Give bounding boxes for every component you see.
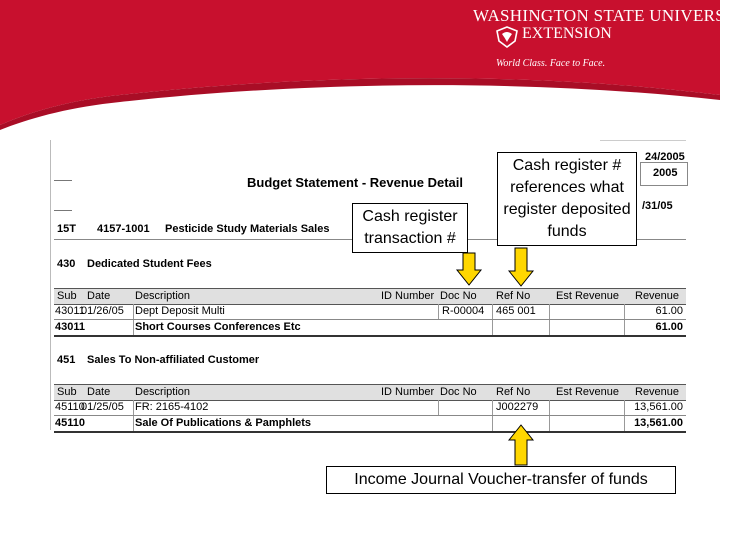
column-header-est-revenue: Est Revenue xyxy=(556,386,619,398)
report-date-1: 24/2005 xyxy=(645,151,685,163)
university-wordmark: WASHINGTON STATE UNIVERSITY xyxy=(473,6,754,25)
cell-revenue: 61.00 xyxy=(655,305,683,317)
column-header-revenue: Revenue xyxy=(635,290,680,302)
summary-revenue: 61.00 xyxy=(655,321,683,333)
account-name: Pesticide Study Materials Sales xyxy=(165,223,330,235)
table-header-row xyxy=(54,384,686,401)
column-header-ref-no: Ref No xyxy=(496,290,531,302)
summary-description: Sale Of Publications & Pamphlets xyxy=(135,417,312,429)
account-code: 15T xyxy=(57,223,76,235)
report-date-3: /31/05 xyxy=(642,200,673,212)
column-header-date: Date xyxy=(87,290,111,302)
summary-revenue: 13,561.00 xyxy=(634,417,683,429)
section-name: Sales To Non-affiliated Customer xyxy=(87,354,260,366)
column-header-description: Description xyxy=(135,386,191,398)
report-left-ticks xyxy=(54,210,72,211)
cell-date: 01/25/05 xyxy=(81,401,124,413)
cell-sub: 43011 xyxy=(55,305,85,317)
cell-description: FR: 2165-4102 xyxy=(135,401,209,413)
report-title: Budget Statement - Revenue Detail xyxy=(247,175,463,190)
summary-sub: 43011 xyxy=(55,321,85,333)
arrow-down-icon xyxy=(456,252,482,286)
cell-ref-no: J002279 xyxy=(496,401,539,413)
table-row xyxy=(54,400,686,416)
cell-date: 01/26/05 xyxy=(81,305,124,317)
section-summary-row xyxy=(54,320,686,337)
column-header-description: Description xyxy=(135,290,191,302)
section-name: Dedicated Student Fees xyxy=(87,258,212,270)
section-code: 451 xyxy=(57,354,76,366)
callout-register-number: Cash register # references what register deposited funds xyxy=(497,152,637,246)
callout-journal-voucher: Income Journal Voucher-transfer of funds xyxy=(326,466,676,494)
table-header-row xyxy=(54,288,686,305)
column-header-revenue: Revenue xyxy=(635,386,680,398)
cell-doc-no: R-00004 xyxy=(442,305,485,317)
summary-description: Short Courses Conferences Etc xyxy=(135,321,301,333)
column-header-id-number: ID Number xyxy=(381,386,435,398)
arrow-down-icon xyxy=(508,247,534,287)
section-summary-row xyxy=(54,416,686,433)
column-header-est-revenue: Est Revenue xyxy=(556,290,619,302)
cell-description: Dept Deposit Multi xyxy=(135,305,225,317)
column-header-doc-no: Doc No xyxy=(440,290,477,302)
extension-wordmark: EXTENSION xyxy=(522,25,612,42)
column-header-id-number: ID Number xyxy=(381,290,435,302)
column-header-sub: Sub xyxy=(57,290,77,302)
report-date-box xyxy=(640,162,688,186)
arrow-up-icon xyxy=(508,424,534,466)
report-date-2: 2005 xyxy=(653,167,678,179)
account-number: 4157-1001 xyxy=(97,223,150,235)
column-header-ref-no: Ref No xyxy=(496,386,531,398)
wsu-cougar-logo-icon xyxy=(496,26,518,48)
section-code: 430 xyxy=(57,258,76,270)
cell-revenue: 13,561.00 xyxy=(634,401,683,413)
table-row xyxy=(54,304,686,320)
column-header-date: Date xyxy=(87,386,111,398)
report-top-rule xyxy=(600,140,686,141)
column-header-sub: Sub xyxy=(57,386,77,398)
cell-sub: 45110 xyxy=(55,401,85,413)
report-left-ticks xyxy=(54,180,72,181)
summary-sub: 45110 xyxy=(55,417,85,429)
cell-ref-no: 465 001 xyxy=(496,305,536,317)
column-header-doc-no: Doc No xyxy=(440,386,477,398)
callout-transaction-number: Cash register transaction # xyxy=(352,203,468,253)
tagline: World Class. Face to Face. xyxy=(496,58,606,69)
